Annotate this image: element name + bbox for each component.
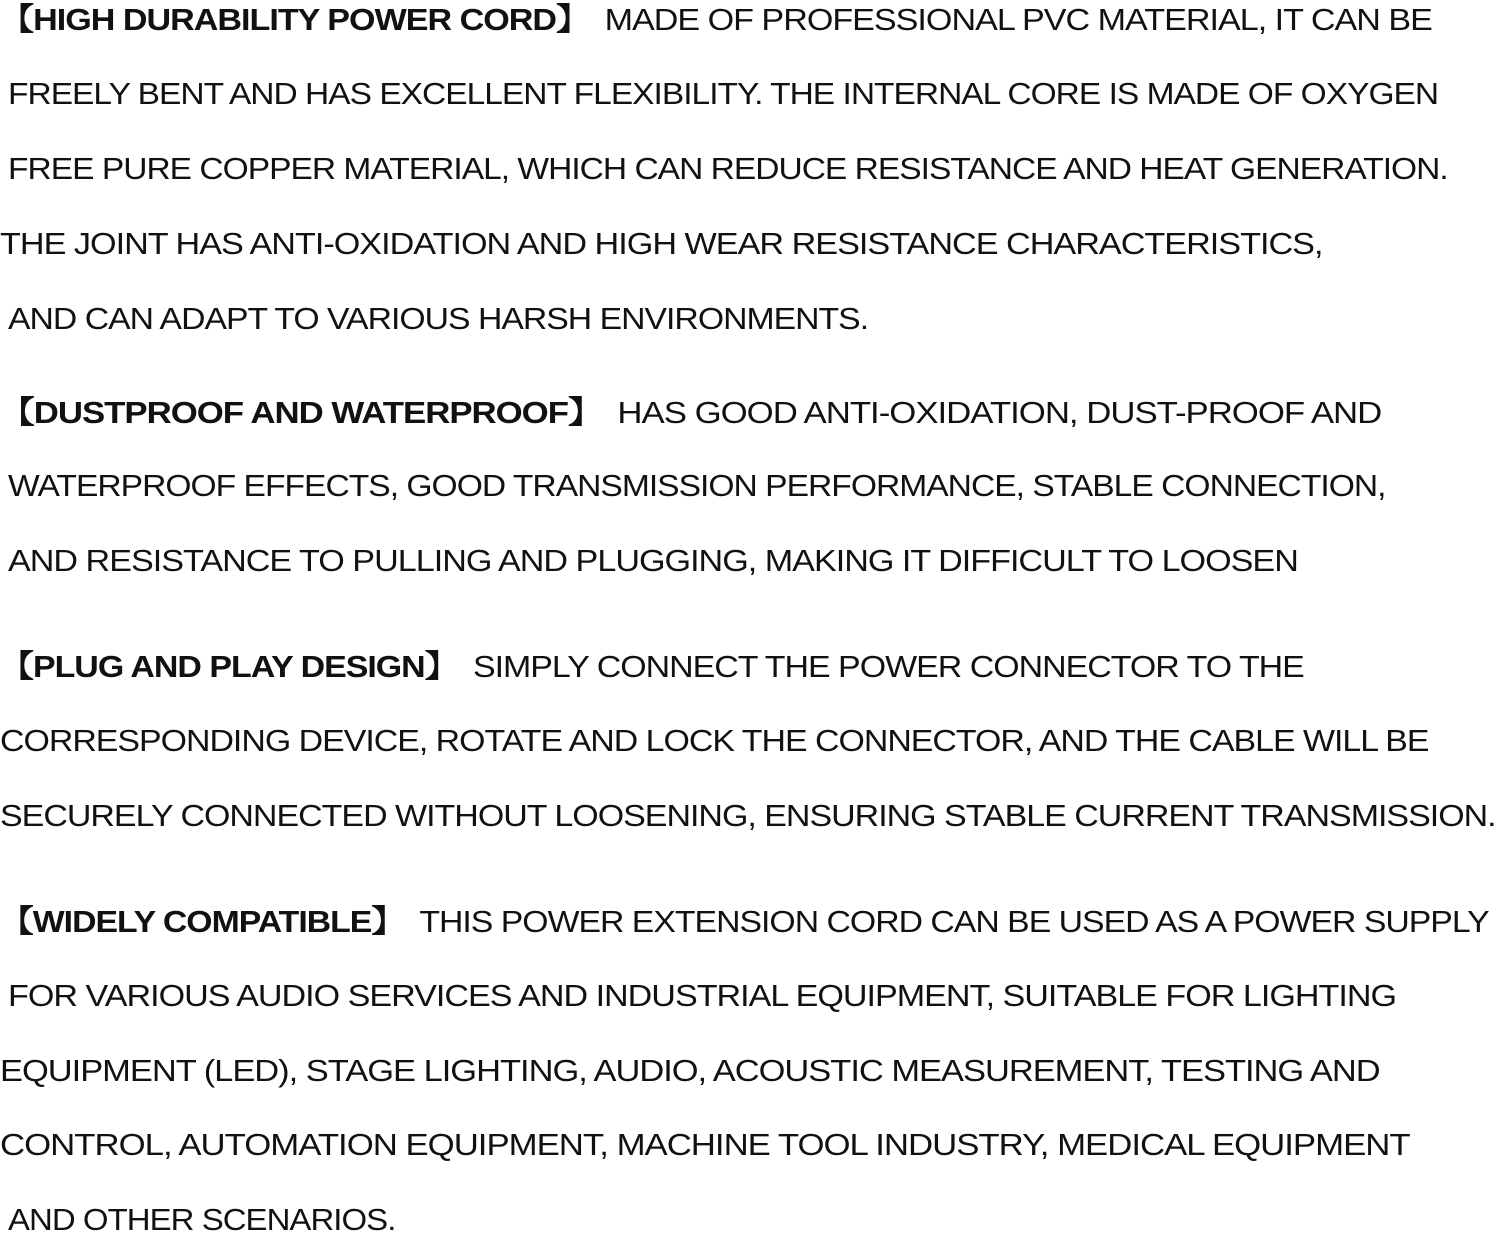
section-2-line-3: AND RESISTANCE TO PULLING AND PLUGGING, MAKING IT DIFFICULT TO LOOSEN [8,543,1298,578]
section-1-line-3: FREE PURE COPPER MATERIAL, WHICH CAN REDUCE RESISTANCE AND HEAT GENERATION. [8,151,1448,186]
section-1-line-5: AND CAN ADAPT TO VARIOUS HARSH ENVIRONMENTS. [8,301,869,336]
section-4-heading: WIDELY COMPATIBLE [32,904,372,939]
section-3-line-3: SECURELY CONNECTED WITHOUT LOOSENING, ENSURING STABLE CURRENT TRANSMISSION. [0,798,1496,833]
section-3-heading: PLUG AND PLAY DESIGN [32,649,425,684]
section-1-line-2: FREELY BENT AND HAS EXCELLENT FLEXIBILITY. THE INTERNAL CORE IS MADE OF OXYGEN [8,76,1439,111]
section-1-line-4: THE JOINT HAS ANTI-OXIDATION AND HIGH WEAR RESISTANCE CHARACTERISTICS, [0,226,1323,261]
section-4-line-5: AND OTHER SCENARIOS. [8,1202,396,1237]
section-2-heading: DUSTPROOF AND WATERPROOF [33,395,568,430]
open-bracket: 【 [0,2,34,37]
close-bracket: 】 [567,395,602,430]
open-bracket: 【 [0,649,33,684]
section-2-text: HAS GOOD ANTI-OXIDATION, DUST-PROOF AND [617,395,1382,430]
open-bracket: 【 [0,395,34,430]
section-2-line-2: WATERPROOF EFFECTS, GOOD TRANSMISSION PERFORMANCE, STABLE CONNECTION, [8,468,1386,503]
section-4-line-4: CONTROL, AUTOMATION EQUIPMENT, MACHINE TOOL INDUSTRY, MEDICAL EQUIPMENT [0,1127,1410,1162]
section-4-line-1 [0,902,1489,942]
section-4-line-2: FOR VARIOUS AUDIO SERVICES AND INDUSTRIAL EQUIPMENT, SUITABLE FOR LIGHTING [8,978,1396,1013]
close-bracket: 】 [556,2,590,37]
section-4-line-3: EQUIPMENT (LED), STAGE LIGHTING, AUDIO, ACOUSTIC MEASUREMENT, TESTING AND [0,1053,1380,1088]
section-1-heading: HIGH DURABILITY POWER CORD [33,2,557,37]
section-1-text: MADE OF PROFESSIONAL PVC MATERIAL, IT CAN BE [604,2,1432,37]
close-bracket: 】 [371,904,405,939]
section-3-line-1 [0,647,1304,687]
section-1-line-1 [0,0,1432,40]
section-3-text: SIMPLY CONNECT THE POWER CONNECTOR TO THE [472,649,1304,684]
open-bracket: 【 [0,904,33,939]
section-3-line-2: CORRESPONDING DEVICE, ROTATE AND LOCK THE CONNECTOR, AND THE CABLE WILL BE [0,723,1429,758]
section-2-line-1 [0,393,1381,433]
section-4-text: THIS POWER EXTENSION CORD CAN BE USED AS A POWER SUPPLY [419,904,1489,939]
close-bracket: 】 [424,649,458,684]
